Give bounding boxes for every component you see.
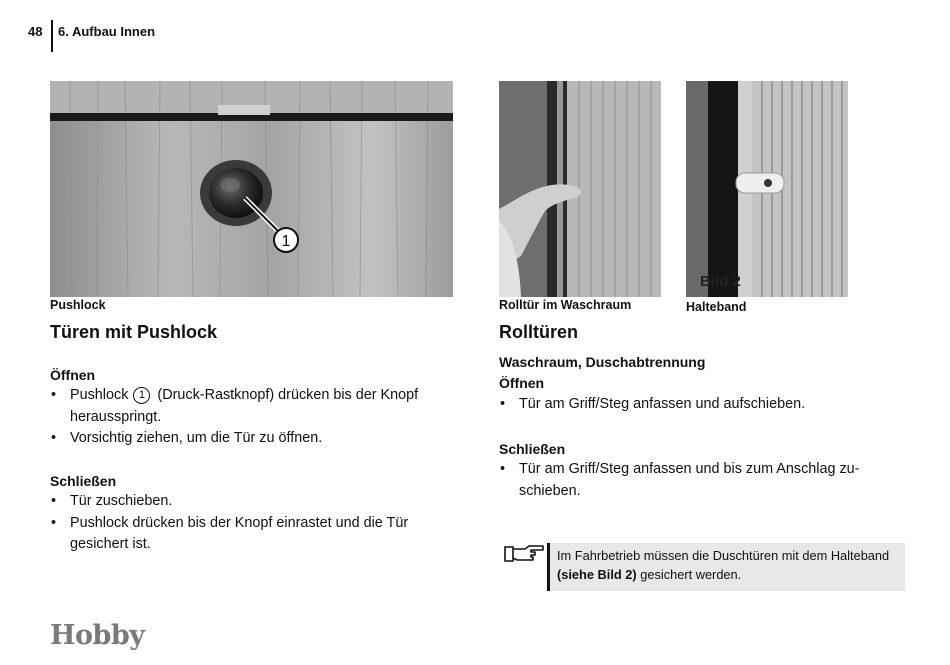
pushlock-photo-graphic bbox=[50, 81, 453, 297]
list-item: • Pushlock drücken bis der Knopf einrastet und die Tür gesichert ist. bbox=[50, 513, 450, 556]
left-open-heading: Öffnen bbox=[50, 367, 96, 383]
note-text-end: gesichert werden. bbox=[640, 567, 742, 582]
right-open-heading: Öffnen bbox=[499, 375, 545, 391]
left-open-list bbox=[50, 385, 450, 450]
right-subheading: Waschraum, Duschabtrennung bbox=[499, 354, 706, 370]
note-text bbox=[557, 546, 897, 584]
rolldoor-photo-graphic bbox=[499, 81, 661, 297]
right-close-list bbox=[499, 459, 874, 502]
left-close-list bbox=[50, 491, 450, 556]
list-item: • Vorsichtig ziehen, um die Tür zu öffnen. bbox=[50, 428, 450, 450]
list-item: • Tür zuschieben. bbox=[50, 491, 450, 513]
section-title: 6. Aufbau Innen bbox=[58, 24, 156, 39]
bild-2-label: Bild 2 bbox=[700, 273, 741, 290]
note-text-reference: (siehe Bild 2) bbox=[557, 567, 637, 582]
header-divider bbox=[51, 20, 53, 52]
open-item1-rest: (Druck-Rastknopf) drücken bis der Knopf herausspringt. bbox=[70, 387, 419, 425]
pushlock-word: Pushlock bbox=[70, 387, 129, 403]
left-title: Türen mit Pushlock bbox=[50, 322, 218, 342]
right-open-list bbox=[499, 394, 899, 416]
rolldoor-caption: Rolltür im Waschraum bbox=[499, 298, 632, 312]
pointing-hand-icon bbox=[503, 543, 545, 570]
rolldoor-photo bbox=[499, 81, 661, 297]
list-item bbox=[50, 385, 450, 428]
halteband-caption: Halteband bbox=[686, 300, 747, 314]
page-number: 48 bbox=[28, 24, 43, 39]
halteband-photo-graphic bbox=[686, 81, 848, 297]
right-title: Rolltüren bbox=[499, 322, 578, 342]
pushlock-caption: Pushlock bbox=[50, 298, 106, 312]
right-close-heading: Schließen bbox=[499, 441, 566, 457]
note-text-start: Im Fahrbetrieb müssen die Duschtüren mit dem Halteband bbox=[557, 548, 890, 563]
callout-number: 1 bbox=[281, 233, 291, 250]
callout-circle: 1 bbox=[133, 387, 150, 404]
left-close-heading: Schließen bbox=[50, 473, 117, 489]
list-item: • Tür am Griff/Steg anfassen und bis zum Anschlag zu-schieben. bbox=[499, 459, 874, 502]
hobby-logo: Hobby bbox=[50, 620, 145, 651]
halteband-photo bbox=[686, 81, 848, 297]
list-item: • Tür am Griff/Steg anfassen und aufschieben. bbox=[499, 394, 899, 416]
pushlock-photo bbox=[50, 81, 453, 297]
